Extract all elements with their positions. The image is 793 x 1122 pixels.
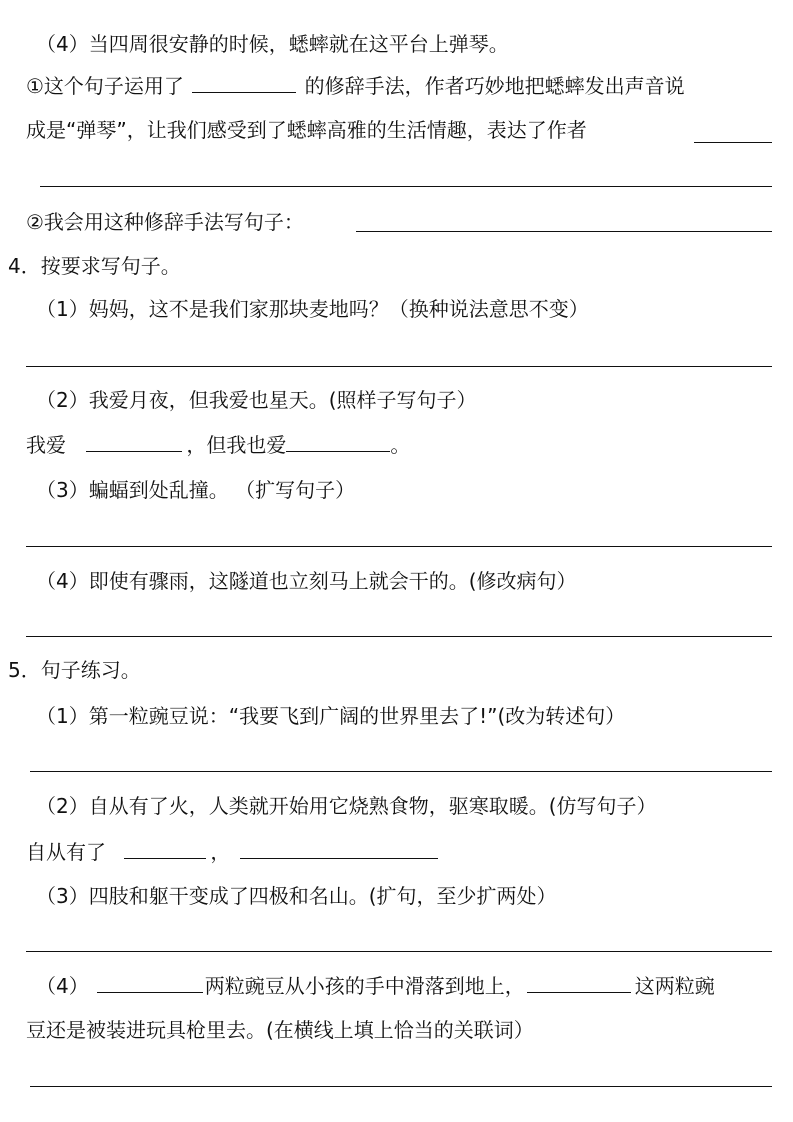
q4-s2-text-a: 我爱 [26,433,66,457]
answer-blank[interactable] [286,433,390,452]
answer-line[interactable] [694,142,772,143]
q4-sentence-2-fill [26,433,410,457]
q5-sentence-3: （3）四肢和躯干变成了四极和名山。(扩句，至少扩两处） [36,884,557,908]
q5-s2-text-b: ， [210,840,231,864]
answer-blank[interactable] [124,840,206,859]
answer-line[interactable] [30,771,772,772]
answer-line[interactable] [40,186,772,187]
q5-sentence-2-fill [26,840,438,864]
q5-title: 5．句子练习。 [8,658,141,682]
answer-blank[interactable] [86,433,182,452]
q3-4-part1-text-c: 成是“弹琴”，让我们感受到了蟋蟀高雅的生活情趣，表达了作者 [26,118,587,142]
answer-line[interactable] [356,231,772,232]
q4-s2-text-c: 。 [390,433,411,457]
answer-line[interactable] [26,546,772,547]
answer-line[interactable] [26,636,772,637]
q5-s4-text-c: 这两粒豌 [634,974,715,998]
q4-sentence-1: （1）妈妈，这不是我们家那块麦地吗？（换种说法意思不变） [36,297,589,321]
q3-4-part1-text-a: ①这个句子运用了 [26,74,184,98]
q3-4-part2: ②我会用这种修辞手法写句子： [26,210,304,234]
q4-title: 4．按要求写句子。 [8,254,181,278]
q4-sentence-3: （3）蝙蝠到处乱撞。 （扩写句子） [36,478,356,502]
q5-sentence-2: （2）自从有了火，人类就开始用它烧熟食物，驱寒取暖。(仿写句子） [36,794,657,818]
answer-blank[interactable] [192,74,296,93]
answer-line[interactable] [30,1086,772,1087]
answer-line[interactable] [26,951,772,952]
q5-sentence-1: （1）第一粒豌豆说：“我要飞到广阔的世界里去了!”(改为转述句） [36,704,626,728]
q3-4-part1-line2 [26,118,587,142]
answer-blank[interactable] [240,840,438,859]
answer-line[interactable] [26,366,772,367]
q3-4-stem: （4）当四周很安静的时候，蟋蟀就在这平台上弹琴。 [36,32,509,56]
q5-sentence-4-line2: 豆还是被装进玩具枪里去。(在横线上填上恰当的关联词） [26,1018,534,1042]
answer-blank[interactable] [97,974,203,993]
q4-sentence-4: （4）即使有骤雨，这隧道也立刻马上就会干的。(修改病句） [36,569,577,593]
q5-s4-text-a: （4） [36,974,89,998]
answer-blank[interactable] [527,974,631,993]
q5-s2-text-a: 自从有了 [26,840,106,864]
q3-4-part1-line1 [26,74,685,98]
q4-s2-text-b: ，但我也爱 [186,433,287,457]
q3-4-part1-text-b: 的修辞手法，作者巧妙地把蟋蟀发出声音说 [304,74,685,98]
q5-s4-text-b: 两粒豌豆从小孩的手中滑落到地上， [204,974,525,998]
q5-sentence-4-line1 [36,974,715,998]
q4-sentence-2: （2）我爱月夜，但我爱也星天。(照样子写句子） [36,388,477,412]
